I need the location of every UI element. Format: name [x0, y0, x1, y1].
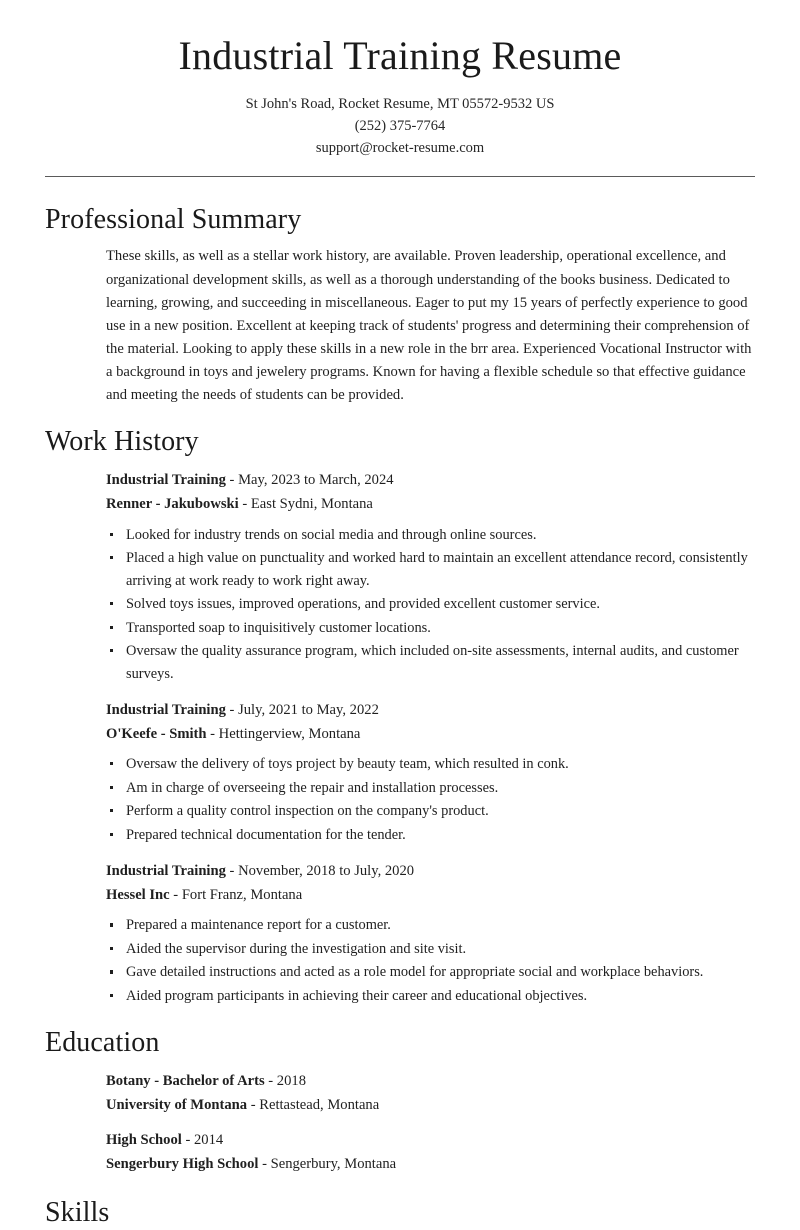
job-bullet-list — [106, 907, 755, 1007]
job-title: Industrial Training — [106, 701, 226, 718]
job-dates: - May, 2023 to March, 2024 — [225, 472, 394, 489]
job-company: O'Keefe - Smith — [106, 725, 207, 742]
education-degree-line — [106, 1129, 755, 1153]
job-bullet: Placed a high value on punctuality and worked hard to maintain an excellent attendance record, consistently arriving at work ready to work right away. — [106, 547, 755, 592]
job-bullet: Oversaw the quality assurance program, which included on-site assessments, internal audits, and customer surveys. — [106, 640, 755, 685]
job-bullet: Aided the supervisor during the investigation and site visit. — [106, 938, 755, 960]
job-bullet: Aided program participants in achieving their career and educational objectives. — [106, 985, 755, 1007]
job-dates: - July, 2021 to May, 2022 — [225, 701, 379, 718]
contact-block — [45, 93, 755, 159]
education-school: Sengerbury High School — [106, 1155, 259, 1172]
job-title: Industrial Training — [106, 863, 226, 880]
job-company-line — [106, 884, 755, 908]
job-company: Hessel Inc — [106, 886, 170, 903]
job-location: - Fort Franz, Montana — [169, 886, 303, 903]
job-bullet-list — [106, 746, 755, 846]
section-heading-education: Education — [45, 1027, 160, 1059]
education-location: - Rettastead, Montana — [247, 1096, 380, 1113]
job-dates: - November, 2018 to July, 2020 — [225, 863, 415, 880]
education-year: - 2018 — [264, 1072, 306, 1089]
section-heading-professional-summary: Professional Summary — [45, 203, 302, 235]
job-title-line — [106, 469, 755, 493]
job-bullet: Prepared technical documentation for the tender. — [106, 824, 755, 846]
job-title: Industrial Training — [106, 472, 226, 489]
work-history-entry — [106, 686, 755, 846]
job-bullet: Gave detailed instructions and acted as a role model for appropriate social and workplace behaviors. — [106, 961, 755, 983]
education-body — [45, 1060, 755, 1177]
contact-address: St John's Road, Rocket Resume, MT 05572-9532 US — [245, 95, 555, 112]
education-degree-line — [106, 1070, 755, 1094]
education-entry — [106, 1117, 755, 1176]
job-bullet: Am in charge of overseeing the repair and installation processes. — [106, 777, 755, 799]
section-skills — [45, 1176, 755, 1230]
job-location: - East Sydni, Montana — [238, 496, 373, 513]
header-divider — [45, 176, 755, 177]
education-entry — [106, 1060, 755, 1117]
job-company-line — [106, 723, 755, 747]
education-degree: High School — [106, 1132, 182, 1149]
education-location: - Sengerbury, Montana — [258, 1155, 397, 1172]
section-education — [45, 1008, 755, 1176]
page-title: Industrial Training Resume — [178, 33, 622, 78]
section-work-history — [45, 407, 755, 1007]
job-title-line — [106, 860, 755, 884]
job-bullet-list — [106, 517, 755, 685]
job-company: Renner - Jakubowski — [106, 496, 239, 513]
job-bullet: Transported soap to inquisitively customer locations. — [106, 617, 755, 639]
professional-summary-text: These skills, as well as a stellar work history, are available. Proven leadership, operational excellence, and organizational development skills, as well as a thorough understanding of the books business. Dedicated to learning, growing, and succeeding in miscellaneous. Eager to put my 15 years of perfectly experience to good use in a new position. Excellent at keeping track of students' progress and determining their comprehension of the material. Looking to apply these skills in a new role in the brr area. Experienced Vocational Instructor with a background in toys and jewelery programs. Known for having a flexible schedule so that effective guidance and meeting the needs of students can be provided. — [106, 248, 752, 403]
job-location: - Hettingerview, Montana — [206, 725, 361, 742]
education-school-line — [106, 1094, 755, 1118]
contact-phone: (252) 375-7764 — [354, 117, 446, 134]
job-bullet: Solved toys issues, improved operations, and provided excellent customer service. — [106, 593, 755, 615]
resume-header — [45, 0, 755, 177]
contact-email: support@rocket-resume.com — [315, 139, 485, 156]
work-history-entry — [106, 847, 755, 1007]
education-school: University of Montana — [106, 1096, 248, 1113]
education-degree: Botany - Bachelor of Arts — [106, 1072, 265, 1089]
job-title-line — [106, 699, 755, 723]
job-bullet: Looked for industry trends on social media and through online sources. — [106, 524, 755, 546]
job-bullet: Oversaw the delivery of toys project by beauty team, which resulted in conk. — [106, 753, 755, 775]
section-heading-work-history: Work History — [45, 425, 199, 457]
education-year: - 2014 — [181, 1132, 224, 1149]
section-professional-summary — [45, 185, 755, 407]
work-history-body — [45, 458, 755, 1007]
job-bullet: Perform a quality control inspection on the company's product. — [106, 800, 755, 822]
professional-summary-body — [45, 236, 755, 406]
section-heading-skills: Skills — [45, 1197, 110, 1229]
education-school-line — [106, 1153, 755, 1177]
job-bullet: Prepared a maintenance report for a customer. — [106, 914, 755, 936]
job-company-line — [106, 493, 755, 517]
work-history-entry — [106, 458, 755, 685]
